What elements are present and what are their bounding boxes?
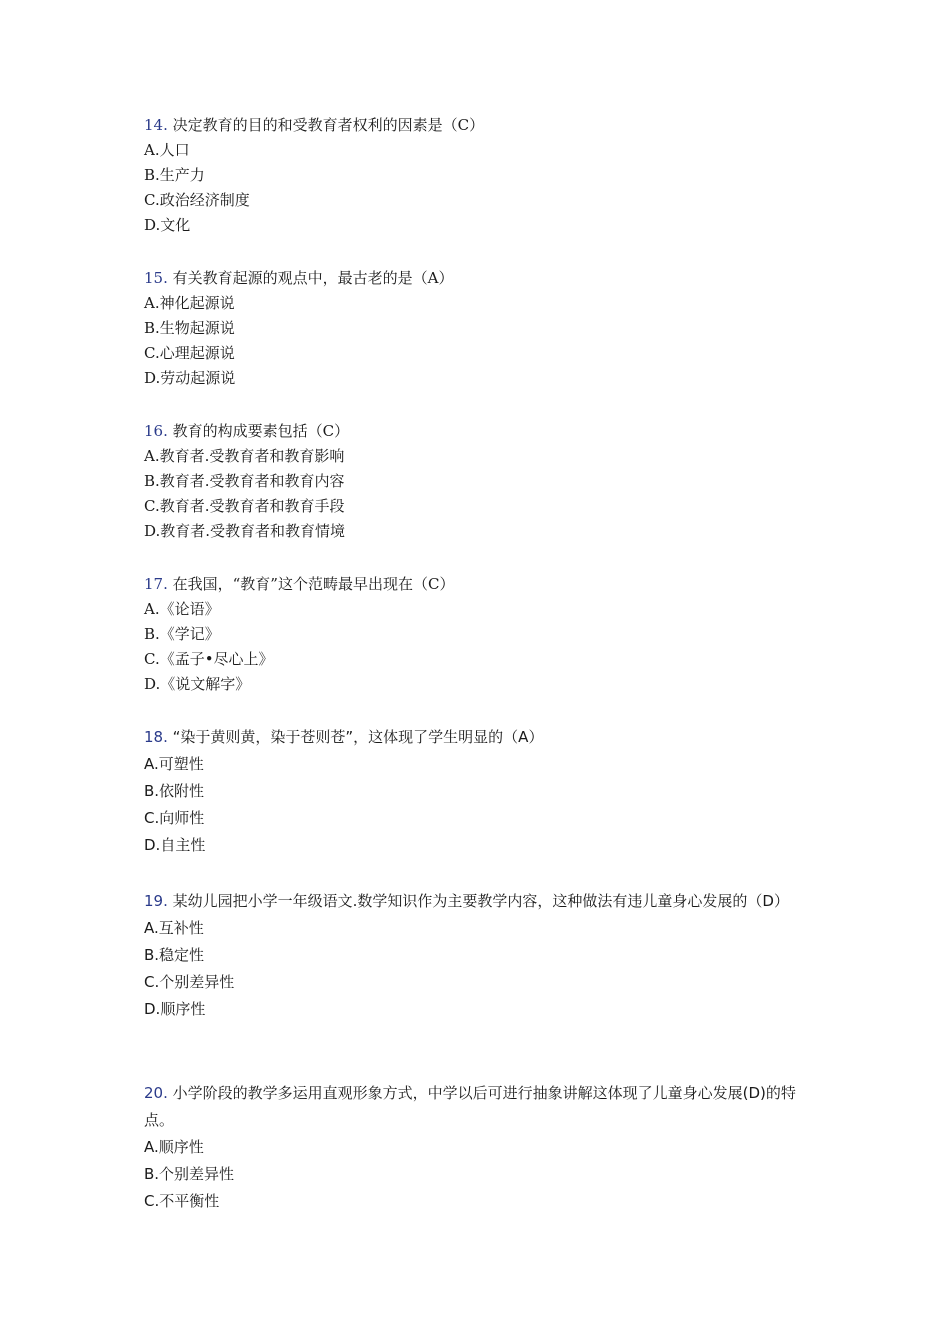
question-14: [144, 113, 824, 238]
question-text: 有关教育起源的观点中，最古老的是（A）: [172, 269, 454, 287]
question-19: [144, 888, 824, 1023]
option-d: D.顺序性: [144, 1000, 206, 1018]
option-c: C.教育者.受教育者和教育手段: [144, 497, 345, 515]
option-b: B.生产力: [144, 166, 205, 184]
question-text: 在我国，“教育”这个范畴最早出现在（C）: [172, 575, 455, 593]
option-d: D.劳动起源说: [144, 369, 236, 387]
option-a: A.互补性: [144, 919, 204, 937]
option-b: B.教育者.受教育者和教育内容: [144, 472, 345, 490]
option-a: A.《论语》: [144, 600, 220, 618]
question-text: 决定教育的目的和受教育者权利的因素是（C）: [172, 116, 485, 134]
option-d: D.《说文解字》: [144, 675, 251, 693]
option-c: C.心理起源说: [144, 344, 235, 362]
option-c: C.个别差异性: [144, 973, 235, 991]
question-stem: [144, 266, 824, 291]
question-stem: [144, 724, 824, 751]
option-d: D.文化: [144, 216, 191, 234]
option-a: A.顺序性: [144, 1138, 204, 1156]
option-b: B.个别差异性: [144, 1165, 235, 1183]
option-d: D.自主性: [144, 836, 206, 854]
question-number: 14.: [144, 116, 168, 134]
question-text: 某幼儿园把小学一年级语文.数学知识作为主要教学内容，这种做法有违儿童身心发展的（D）: [172, 892, 789, 910]
option-d: D.教育者.受教育者和教育情境: [144, 522, 346, 540]
option-b: B.《学记》: [144, 625, 220, 643]
question-text: 小学阶段的教学多运用直观形象方式，中学以后可进行抽象讲解这体现了儿童身心发展(D)的特点。: [144, 1084, 796, 1129]
option-c: C.政治经济制度: [144, 191, 250, 209]
question-17: [144, 572, 824, 697]
question-15: [144, 266, 824, 391]
question-20: [144, 1080, 824, 1215]
option-c: C.《孟子•尽心上》: [144, 650, 274, 668]
question-stem: [144, 419, 824, 444]
question-stem: [144, 1080, 824, 1134]
question-text: 教育的构成要素包括（C）: [172, 422, 350, 440]
question-number: 19.: [144, 892, 168, 910]
option-b: B.依附性: [144, 782, 205, 800]
question-number: 16.: [144, 422, 168, 440]
question-16: [144, 419, 824, 544]
option-a: A.人口: [144, 141, 190, 159]
question-text: “染于黄则黄，染于苍则苍”，这体现了学生明显的（A）: [172, 728, 544, 746]
question-number: 17.: [144, 575, 168, 593]
option-c: C.向师性: [144, 809, 205, 827]
question-18: [144, 724, 824, 859]
option-a: A.神化起源说: [144, 294, 235, 312]
option-a: A.教育者.受教育者和教育影响: [144, 447, 345, 465]
option-b: B.生物起源说: [144, 319, 235, 337]
question-number: 20.: [144, 1084, 168, 1102]
option-a: A.可塑性: [144, 755, 204, 773]
question-stem: [144, 113, 824, 138]
option-c: C.不平衡性: [144, 1192, 220, 1210]
question-number: 15.: [144, 269, 168, 287]
option-b: B.稳定性: [144, 946, 205, 964]
question-number: 18.: [144, 728, 168, 746]
question-stem: [144, 888, 824, 915]
question-stem: [144, 572, 824, 597]
